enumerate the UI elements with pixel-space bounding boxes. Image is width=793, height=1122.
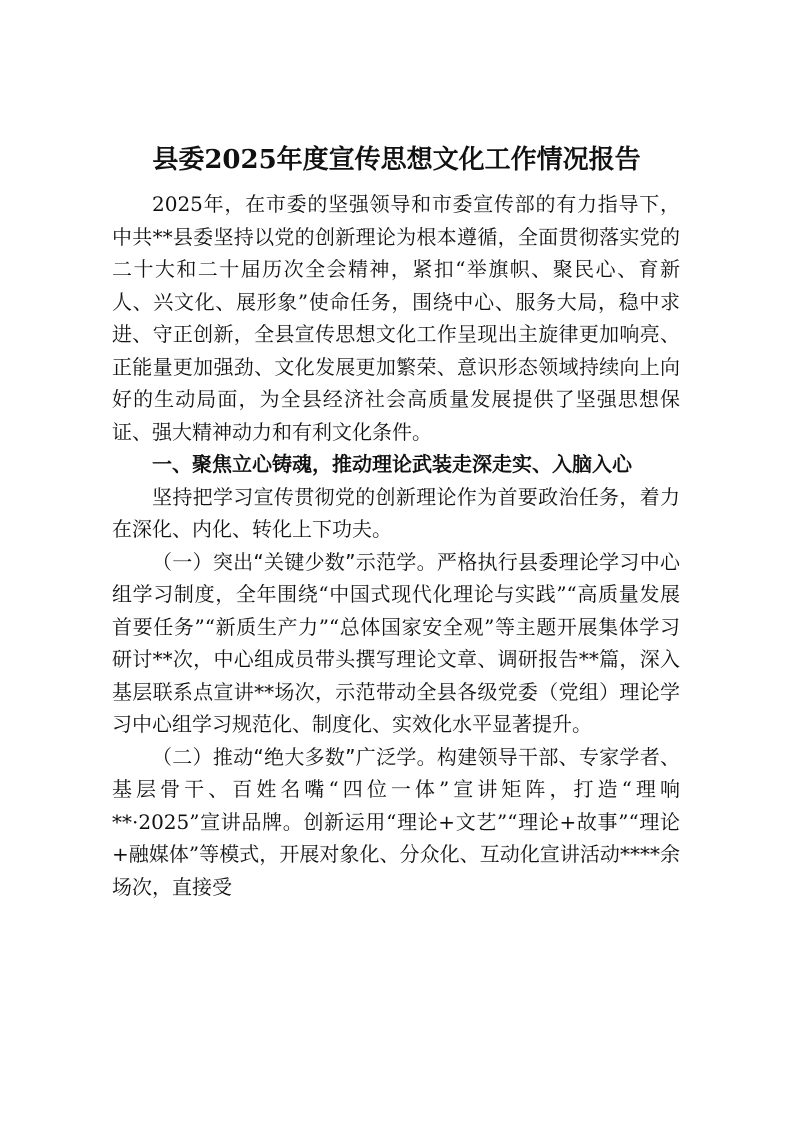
document-title: 县委2025年度宣传思想文化工作情况报告 xyxy=(152,145,641,175)
item-2-paragraph xyxy=(112,741,680,904)
document-body xyxy=(112,188,680,903)
section-1-intro-paragraph: 坚持把学习宣传贯彻党的创新理论作为首要政治任务，着力在深化、内化、转化上下功夫。 xyxy=(112,484,680,541)
section-1-heading: 一、聚焦立心铸魂，推动理论武装走深走实、入脑入心 xyxy=(152,452,632,476)
intro-paragraph: 2025年，在市委的坚强领导和市委宣传部的有力指导下，中共**县委坚持以党的创新理论为根本遵循，全面贯彻落实党的二十大和二十届历次全会精神，紧扣“举旗帜、聚民心、育新人、兴文化、展形象”使命任务，围绕中心、服务大局，稳中求进、守正创新，全县宣传思想文化工作呈现出主旋律更加响亮、正能量更加强劲、文化发展更加繁荣、意识形态领域持续向上向好的生动局面，为全县经济社会高质量发展提供了坚强思想保证、强大精神动力和有利文化条件。 xyxy=(112,192,680,444)
item-1-paragraph xyxy=(112,546,680,741)
item-2-lead: （二）推动“绝大多数”广泛学。 xyxy=(152,744,437,769)
item-1-text: 严格执行县委理论学习中心组学习制度，全年围绕“中国式现代化理论与实践”“高质量发展首要任务”“新质生产力”“总体国家安全观”等主题开展集体学习研讨**次，中心组成员带头撰写理论文章、调研报告**篇，深入基层联系点宣讲**场次，示范带动全县各级党委（党组）理论学习中心组学习规范化、制度化、实效化水平显著提升。 xyxy=(112,549,680,736)
item-1-lead: （一）突出“关键少数”示范学。 xyxy=(152,549,437,574)
item-2-text: 构建领导干部、专家学者、基层骨干、百姓名嘴“四位一体”宣讲矩阵，打造“理响**·2025”宣讲品牌。创新运用“理论+文艺”“理论+故事”“理论+融媒体”等模式，开展对象化、分众化、互动化宣讲活动****余场次，直接受 xyxy=(112,744,680,899)
